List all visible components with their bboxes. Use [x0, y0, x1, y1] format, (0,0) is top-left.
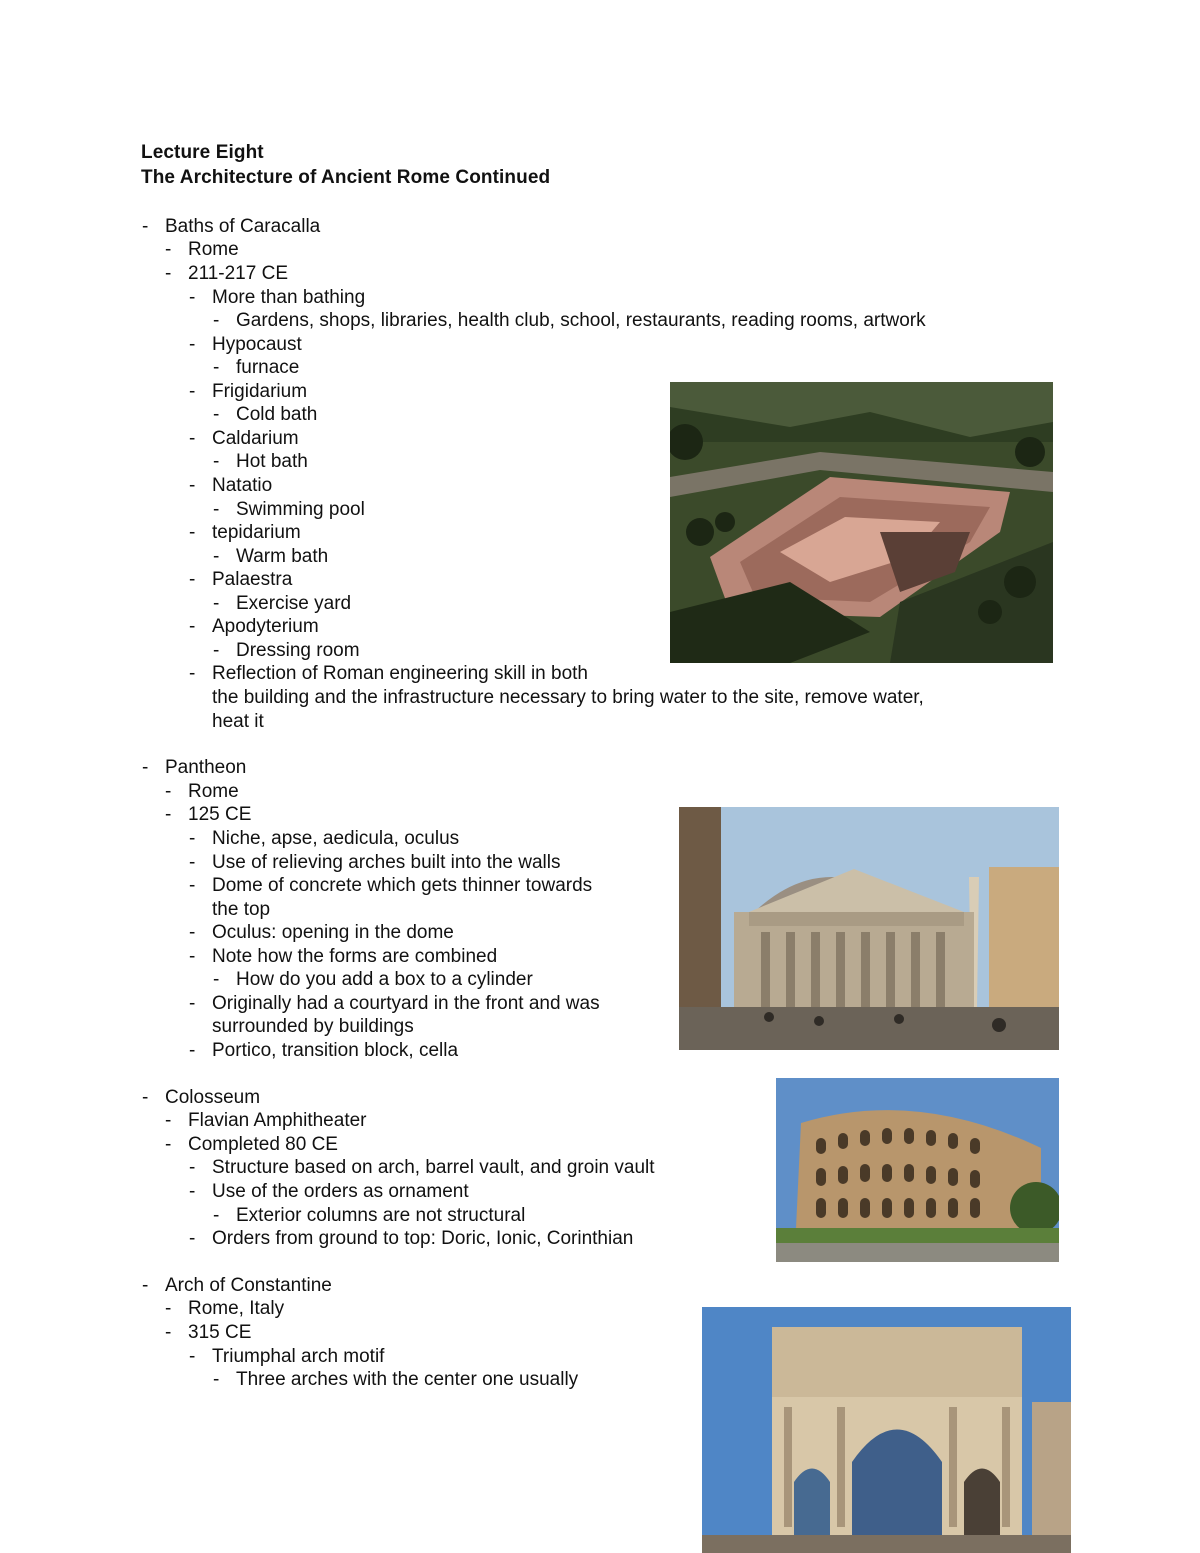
list-item: - Rome: [165, 781, 239, 802]
list-item-continuation: surrounded by buildings: [212, 1016, 414, 1037]
list-item: - Cold bath: [213, 404, 318, 425]
list-item: - Apodyterium: [189, 616, 319, 637]
list-item: - Structure based on arch, barrel vault, and groin vault: [189, 1157, 655, 1178]
list-item: - Rome, Italy: [165, 1298, 285, 1319]
lecture-title: Lecture Eight: [141, 142, 264, 163]
list-item: - Use of the orders as ornament: [189, 1181, 469, 1202]
arch-of-constantine-photo: [702, 1307, 1071, 1553]
list-item: - Reflection of Roman engineering skill in both: [189, 663, 588, 684]
list-item: - Completed 80 CE: [165, 1134, 338, 1155]
list-item: - Rome: [165, 239, 239, 260]
lecture-subtitle: The Architecture of Ancient Rome Continued: [141, 167, 551, 188]
list-item: - Natatio: [189, 475, 273, 496]
list-item: - Dressing room: [213, 640, 360, 661]
list-item: - Palaestra: [189, 569, 293, 590]
list-item: - Swimming pool: [213, 499, 365, 520]
pantheon-photo: [679, 807, 1059, 1050]
list-item: - Note how the forms are combined: [189, 946, 498, 967]
list-item: - Pantheon: [142, 757, 247, 778]
list-item: - Exercise yard: [213, 593, 352, 614]
list-item: - Use of relieving arches built into the walls: [189, 852, 561, 873]
list-item: - Warm bath: [213, 546, 329, 567]
list-item: - How do you add a box to a cylinder: [213, 969, 533, 990]
list-item: - Hypocaust: [189, 334, 302, 355]
list-item: - furnace: [213, 357, 300, 378]
list-item: - Hot bath: [213, 451, 308, 472]
colosseum-photo: [776, 1078, 1059, 1262]
list-item: - 315 CE: [165, 1322, 252, 1343]
list-item: - Portico, transition block, cella: [189, 1040, 459, 1061]
list-item: - 211-217 CE: [165, 263, 288, 284]
list-item: - tepidarium: [189, 522, 301, 543]
list-item: - Frigidarium: [189, 381, 308, 402]
list-item: - 125 CE: [165, 804, 252, 825]
list-item: - Originally had a courtyard in the front and was: [189, 993, 600, 1014]
list-item-continuation: heat it: [212, 711, 264, 732]
list-item-continuation: the top: [212, 899, 271, 920]
list-item-continuation: the building and the infrastructure necessary to bring water to the site, remove water,: [212, 687, 924, 708]
list-item: - Exterior columns are not structural: [213, 1205, 526, 1226]
list-item: - More than bathing: [189, 287, 366, 308]
list-item: - Colosseum: [142, 1087, 261, 1108]
list-item: - Niche, apse, aedicula, oculus: [189, 828, 460, 849]
list-item: - Flavian Amphitheater: [165, 1110, 367, 1131]
list-item: - Three arches with the center one usually: [213, 1369, 579, 1390]
list-item: - Gardens, shops, libraries, health club, school, restaurants, reading rooms, artwork: [213, 310, 926, 331]
list-item: - Arch of Constantine: [142, 1275, 332, 1296]
baths-of-caracalla-photo: [670, 382, 1053, 663]
list-item: - Caldarium: [189, 428, 299, 449]
list-item: - Dome of concrete which gets thinner towards: [189, 875, 593, 896]
list-item: - Orders from ground to top: Doric, Ionic, Corinthian: [189, 1228, 634, 1249]
list-item: - Baths of Caracalla: [142, 216, 321, 237]
list-item: - Oculus: opening in the dome: [189, 922, 454, 943]
list-item: - Triumphal arch motif: [189, 1346, 385, 1367]
